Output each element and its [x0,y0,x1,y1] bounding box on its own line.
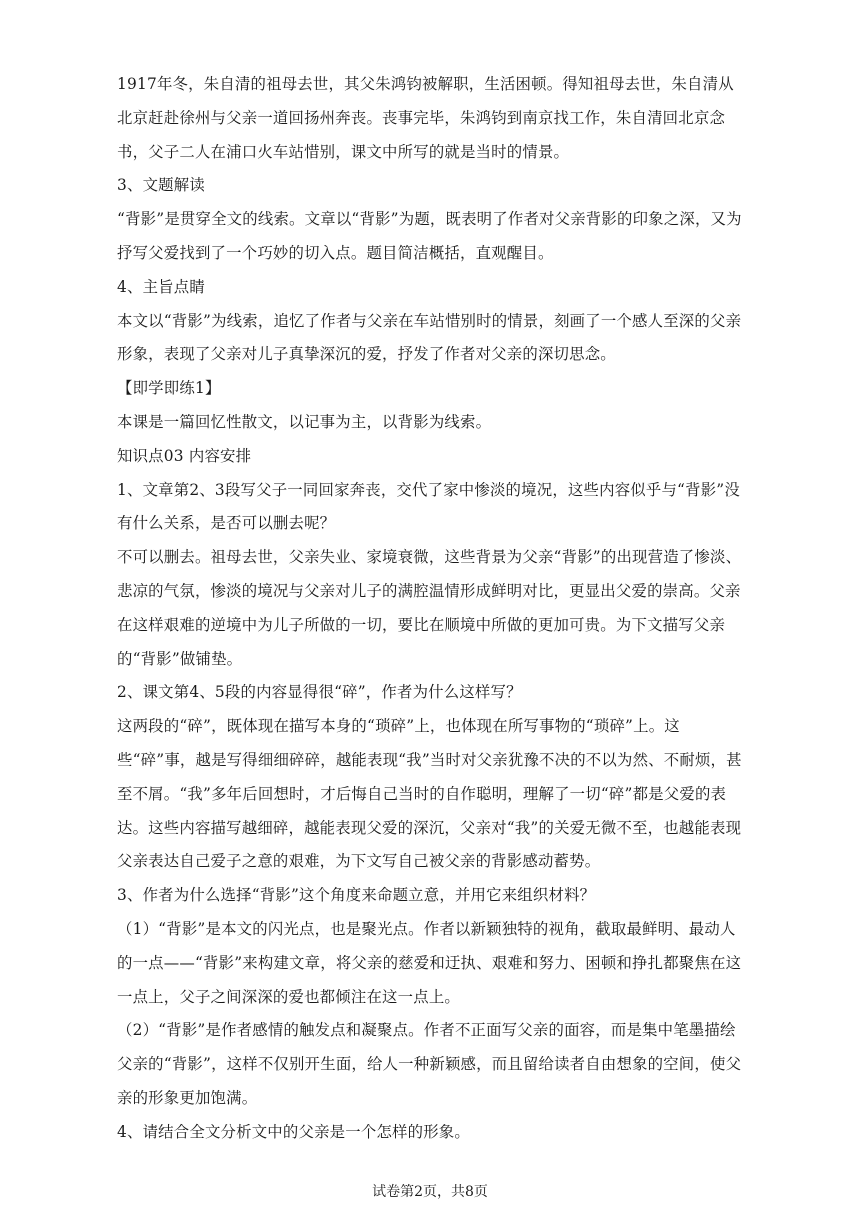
document-body [117,68,742,1150]
question-3: 3、作者为什么选择“背影”这个角度来命题立意，并用它来组织材料？ [117,886,596,905]
answer-2: 这两段的“碎”，既体现在描写本身的“琐碎”上，也体现在所写事物的“琐碎”上。这些“碎”事，越是写得细细碎碎，越能表现“我”当时对父亲犹豫不决的不以为然、不耐烦，甚至不屑。“我”多年后回想时，才后悔自己当时的自作聪明，理解了一切“碎”都是父爱的表达。这些内容描写越细碎，越能表现父爱的深沉，父亲对“我”的关爱无微不至，也越能表现父亲表达自己爱子之意的艰难，为下文写自己被父亲的背影感动蓄势。 [117,717,742,871]
heading-practice: 【即学即练1】 [117,379,221,398]
heading-knowledge-point: 知识点03 内容安排 [117,446,252,465]
paragraph-theme: 本文以“背影”为线索，追忆了作者与父亲在车站惜别时的情景，刻画了一个感人至深的父亲形象，表现了父亲对儿子真挚深沉的爱，抒发了作者对父亲的深切思念。 [117,311,742,364]
question-2: 2、课文第4、5段的内容显得很“碎”，作者为什么这样写？ [117,683,522,702]
paragraph-practice: 本课是一篇回忆性散文，以记事为主，以背影为线索。 [117,412,492,431]
answer-3-part-2: （2）“背影”是作者感情的触发点和凝聚点。作者不正面写父亲的面容，而是集中笔墨描绘父亲的“背影”，这样不仅别开生面，给人一种新颖感，而且留给读者自由想象的空间，使父亲的形象更加饱满。 [117,1021,742,1107]
paragraph-background: 1917年冬，朱自清的祖母去世，其父朱鸿钧被解职，生活困顿。得知祖母去世，朱自清从北京赶赴徐州与父亲一道回扬州奔丧。丧事完毕，朱鸿钧到南京找工作，朱自清回北京念书，父子二人在浦口火车站惜别，课文中所写的就是当时的情景。 [117,75,734,161]
page-footer: 试卷第2页，共8页 [372,1184,488,1200]
paragraph-title-interpretation: “背影”是贯穿全文的线索。文章以“背影”为题，既表明了作者对父亲背影的印象之深，又为抒写父爱找到了一个巧妙的切入点。题目简洁概括，直观醒目。 [117,210,742,262]
heading-title-interpretation: 3、文题解读 [117,176,205,195]
answer-3-part-1: （1）“背影”是本文的闪光点，也是聚光点。作者以新颖独特的视角，截取最鲜明、最动人的一点——“背影”来构建文章，将父亲的慈爱和迂执、艰难和努力、困顿和挣扎都聚焦在这一点上，父子之间深深的爱也都倾注在这一点上。 [117,919,742,1006]
question-1: 1、文章第2、3段写父子一同回家奔丧，交代了家中惨淡的境况，这些内容似乎与“背影”没有什么关系，是否可以删去呢？ [117,480,740,533]
question-4: 4、请结合全文分析文中的父亲是一个怎样的形象。 [117,1122,470,1141]
heading-theme: 4、主旨点睛 [117,277,205,296]
answer-1: 不可以删去。祖母去世，父亲失业、家境衰微，这些背景为父亲“背影”的出现营造了惨淡、悲凉的气氛，惨淡的境况与父亲对儿子的满腔温情形成鲜明对比，更显出父爱的崇高。父亲在这样艰难的逆境中为儿子所做的一切，要比在顺境中所做的更加可贵。为下文描写父亲的“背影”做铺垫。 [117,548,742,668]
